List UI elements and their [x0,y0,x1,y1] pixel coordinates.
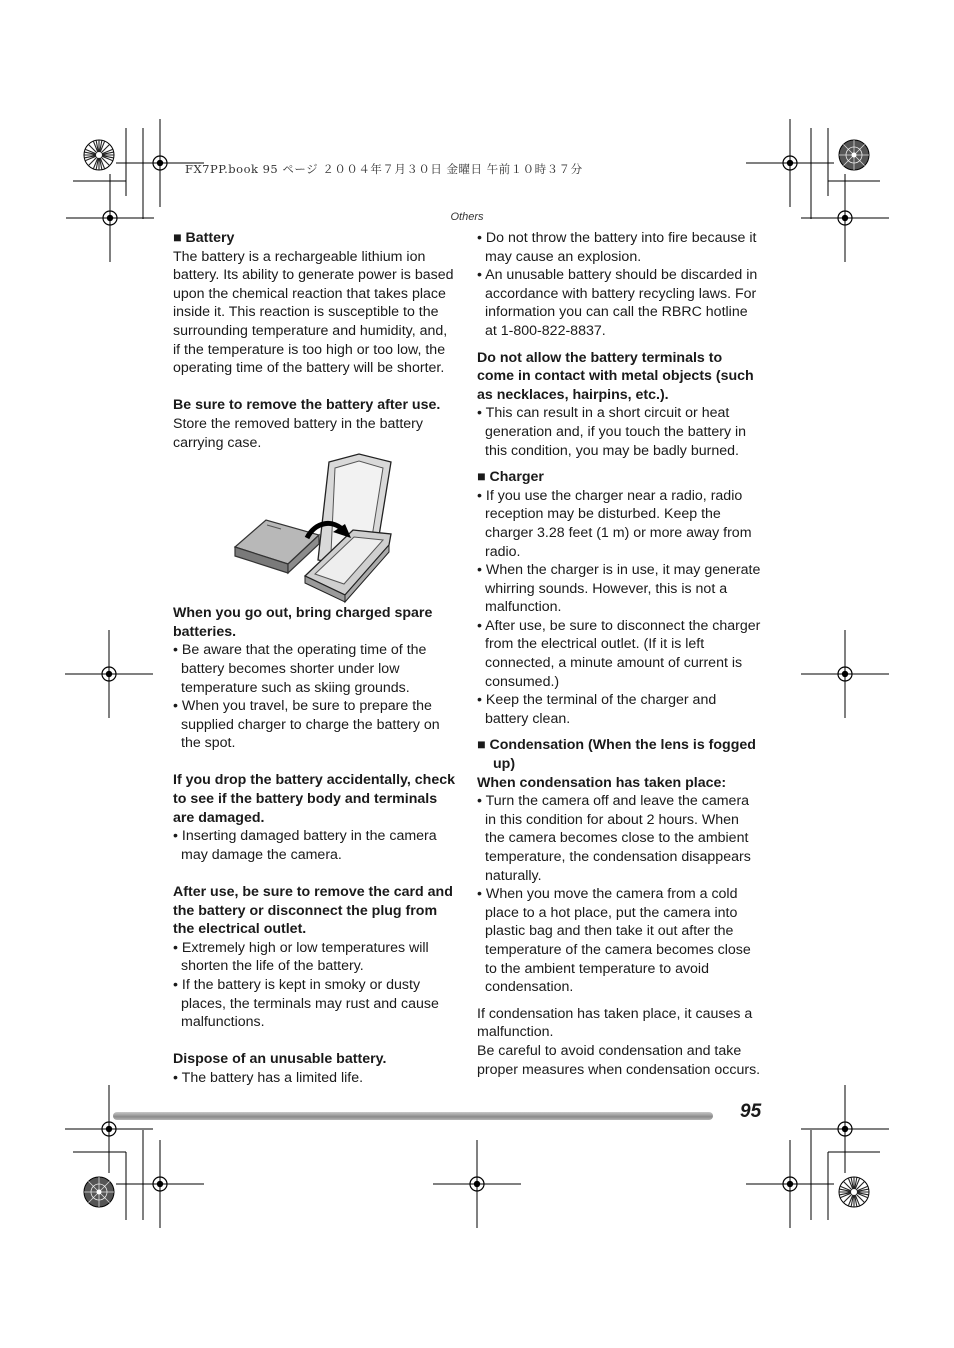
section-label: Others [450,211,484,223]
print-header: FX7PP.book 95 ページ ２００４年７月３０日 金曜日 午前１０時３７分 [185,162,583,176]
left-column [173,229,457,1088]
list-item: • An unusable battery should be discarded in accordance with battery recycling laws. For information you can call the RBRC hotline at 1-800-822-8837. [477,266,761,340]
page-number: 95 [740,1101,762,1122]
list-item: • After use, be sure to disconnect the charger from the electrical outlet. (If it is left connected, a minute amount of current is consumed.) [477,617,761,691]
list-item: • Inserting damaged battery in the camera may damage the camera. [173,827,457,864]
dispose-continued-list [477,229,761,341]
condensation-heading: ■ Condensation (When the lens is fogged up) [477,736,761,773]
terminals-heading: Do not allow the battery terminals to come in contact with metal objects (such as necklaces, hairpins, etc.). [477,349,754,403]
battery-case-illustration [173,452,457,604]
battery-heading: ■ Battery [173,229,457,248]
list-item: • Turn the camera off and leave the camera in this condition for about 2 hours. When the camera becomes close to the ambient temperature, the condensation disappears naturally. [477,792,761,885]
condensation-subheading: When condensation has taken place: [477,774,727,791]
list-item: • Extremely high or low temperatures will shorten the life of the battery. [173,939,457,976]
closing-paragraph-2: Be careful to avoid condensation and take proper measures when condensation occurs. [477,1042,761,1078]
list-item: • When you travel, be sure to prepare the supplied charger to charge the battery on the spot. [173,697,457,753]
drop-battery-heading: If you drop the battery accidentally, check to see if the battery body and terminals are damaged. [173,772,455,826]
dispose-heading: Dispose of an unusable battery. [173,1051,387,1068]
list-item: • Keep the terminal of the charger and battery clean. [477,691,761,728]
spare-batteries-list [173,641,457,753]
remove-battery-heading: Be sure to remove the battery after use. [173,397,441,414]
dispose-list [173,1069,457,1088]
list-item: • When you move the camera from a cold place to a hot place, put the camera into plastic bag and then take it out after the temperature of the camera becomes close to the ambient temperature to avoid condensation. [477,885,761,997]
battery-paragraph: The battery is a rechargeable lithium ion battery. Its ability to generate power is based upon the chemical reaction that takes place inside it. This reaction is susceptible to the surrounding temperature and humidity, and, if the temperature is too high or too low, the operating time of the battery will be shorter. [173,248,454,377]
list-item: • When the charger is in use, it may generate whirring sounds. However, this is not a malfunction. [477,561,761,617]
list-item: • If the battery is kept in smoky or dusty places, the terminals may rust and cause malfunctions. [173,976,457,1032]
list-item: • Be aware that the operating time of the battery becomes shorter under low temperature such as skiing grounds. [173,641,457,697]
list-item: • If you use the charger near a radio, radio reception may be disturbed. Keep the charger 3.28 feet (1 m) or more away from radio. [477,487,761,561]
right-column [477,229,761,1079]
closing-paragraph-1: If condensation has taken place, it causes a malfunction. [477,1005,753,1041]
remove-battery-paragraph: Store the removed battery in the battery carrying case. [173,415,423,451]
condensation-list [477,792,761,997]
drop-battery-list [173,827,457,864]
battery-case-drawing [173,452,457,604]
after-use-list [173,939,457,1032]
battery-icon [235,520,319,573]
charger-heading: ■ Charger [477,468,761,487]
after-use-heading: After use, be sure to remove the card and the battery or disconnect the plug from the electrical outlet. [173,884,453,938]
footer-bar [113,1112,713,1120]
charger-list [477,487,761,729]
spare-batteries-heading: When you go out, bring charged spare batteries. [173,605,433,640]
list-item: • The battery has a limited life. [173,1069,457,1088]
list-item: • Do not throw the battery into fire because it may cause an explosion. [477,229,761,266]
terminals-list [477,404,761,460]
list-item: • This can result in a short circuit or heat generation and, if you touch the battery in this condition, you may be badly burned. [477,404,761,460]
